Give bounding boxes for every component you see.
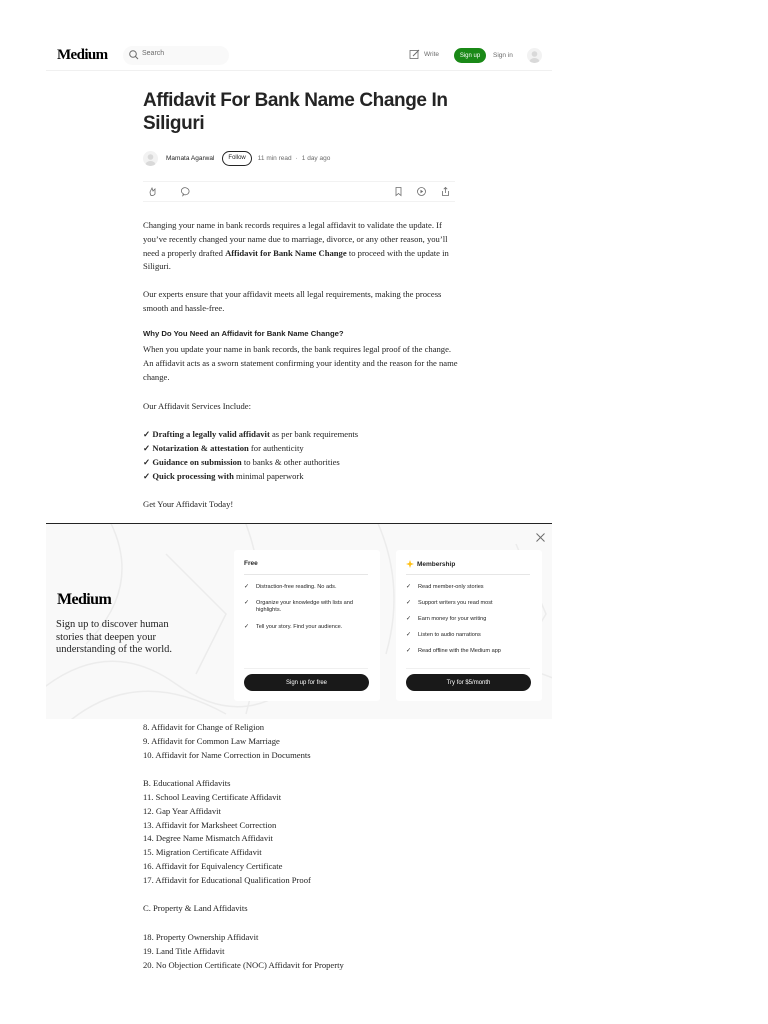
signup-overlay bbox=[46, 523, 552, 719]
user-avatar[interactable] bbox=[527, 48, 542, 63]
check-mark: ✓ bbox=[143, 471, 151, 481]
check-icon: ✓ bbox=[406, 584, 412, 590]
byline bbox=[143, 149, 330, 167]
overlay-tagline: Sign up to discover human stories that deepen your understanding of the world. bbox=[56, 619, 173, 655]
service-item bbox=[143, 428, 358, 442]
intro-bold-text: Affidavit for Bank Name Change bbox=[225, 247, 347, 258]
section-label: C. Property & Land Affidavits bbox=[143, 903, 248, 913]
check-mark: ✓ bbox=[143, 429, 151, 439]
author-avatar[interactable] bbox=[143, 151, 158, 166]
services-heading: Our Affidavit Services Include: bbox=[143, 401, 251, 411]
feature-item bbox=[244, 584, 366, 591]
feature-item bbox=[244, 624, 366, 631]
list-item: 10. Affidavit for Name Correction in Documents bbox=[143, 750, 311, 760]
service-rest: for authenticity bbox=[248, 443, 304, 453]
feature-text: Support writers you read most bbox=[418, 600, 493, 606]
list-item: 20. No Objection Certificate (NOC) Affidavit for Property bbox=[143, 960, 344, 970]
feature-text: Listen to audio narrations bbox=[418, 632, 481, 638]
list-item: 11. School Leaving Certificate Affidavit bbox=[143, 792, 282, 802]
intro-paragraph bbox=[143, 219, 461, 274]
list-item: 14. Degree Name Mismatch Affidavit bbox=[143, 833, 273, 843]
cta-text: Get Your Affidavit Today! bbox=[143, 499, 234, 509]
check-icon: ✓ bbox=[244, 624, 250, 630]
divider bbox=[406, 574, 530, 575]
service-item bbox=[143, 456, 340, 470]
person-icon bbox=[527, 48, 542, 63]
overlay-medium-logo: Medium bbox=[57, 591, 112, 608]
check-icon: ✓ bbox=[406, 600, 412, 606]
service-bold: Notarization & attestation bbox=[152, 443, 249, 453]
try-membership-button[interactable]: Try for $5/month bbox=[406, 674, 531, 691]
section-heading: Why Do You Need an Affidavit for Bank Name Change? bbox=[143, 329, 344, 338]
listen-icon[interactable] bbox=[416, 186, 427, 197]
feature-text: Read member-only stories bbox=[418, 584, 484, 590]
follow-button[interactable]: Follow bbox=[222, 151, 251, 166]
feature-text: Tell your story. Find your audience. bbox=[256, 624, 343, 630]
experts-paragraph: Our experts ensure that your affidavit meets all legal requirements, making the process smooth and hassle-free. bbox=[143, 289, 442, 313]
feature-text: Read offline with the Medium app bbox=[418, 648, 501, 654]
top-navbar bbox=[46, 40, 552, 71]
divider bbox=[244, 668, 368, 669]
check-icon: ✓ bbox=[406, 632, 412, 638]
list-item: 9. Affidavit for Common Law Marriage bbox=[143, 736, 280, 746]
intro-text: Changing your name in bank records requires a legal affidavit to validate the update. If you’ve recently changed your name due to marriage, divorce, or any other reason, you’ll need a properly drafted bbox=[143, 220, 448, 258]
list-item: 12. Gap Year Affidavit bbox=[143, 806, 221, 816]
check-icon: ✓ bbox=[244, 584, 250, 590]
feature-item bbox=[406, 632, 528, 639]
author-name[interactable]: Mamata Agarwal bbox=[166, 154, 215, 162]
section-label: B. Educational Affidavits bbox=[143, 778, 231, 788]
divider bbox=[244, 574, 368, 575]
share-icon[interactable] bbox=[440, 186, 451, 197]
intro-text-end: to proceed with the update in Siliguri. bbox=[143, 247, 449, 272]
service-rest: minimal paperwork bbox=[233, 471, 304, 481]
feature-text: Distraction-free reading. No ads. bbox=[256, 584, 337, 590]
medium-logo[interactable]: Medium bbox=[57, 47, 108, 63]
person-icon bbox=[143, 151, 158, 166]
list-item: 15. Migration Certificate Affidavit bbox=[143, 847, 262, 857]
feature-text: Organize your knowledge with lists and highlights. bbox=[256, 600, 354, 614]
list-item: 17. Affidavit for Educational Qualification Proof bbox=[143, 875, 311, 885]
free-plan-card bbox=[234, 550, 380, 701]
check-icon: ✓ bbox=[406, 616, 412, 622]
search-input[interactable]: Search bbox=[142, 50, 165, 57]
free-plan-title: Free bbox=[244, 560, 258, 567]
search-icon bbox=[128, 49, 140, 61]
service-item bbox=[143, 470, 304, 484]
meta-separator: · bbox=[295, 154, 298, 162]
star-icon bbox=[406, 560, 414, 568]
feature-item bbox=[406, 584, 528, 591]
service-bold: Drafting a legally valid affidavit bbox=[152, 429, 270, 439]
read-time: 11 min read bbox=[257, 154, 292, 162]
write-label: Write bbox=[424, 51, 440, 58]
clap-icon[interactable] bbox=[147, 186, 158, 197]
membership-plan-title: Membership bbox=[417, 560, 456, 568]
check-icon: ✓ bbox=[406, 648, 412, 654]
publish-date: 1 day ago bbox=[301, 154, 331, 162]
article-title: Affidavit For Bank Name Change In Siliguri bbox=[143, 90, 448, 134]
feature-item bbox=[406, 648, 528, 655]
list-item: 16. Affidavit for Equivalency Certificate bbox=[143, 861, 283, 871]
close-icon[interactable] bbox=[535, 532, 546, 543]
service-rest: to banks & other authorities bbox=[241, 457, 340, 467]
write-button[interactable] bbox=[409, 49, 439, 60]
check-mark: ✓ bbox=[143, 457, 151, 467]
feature-item bbox=[244, 600, 366, 615]
signin-link[interactable]: Sign in bbox=[493, 52, 513, 59]
pencil-icon bbox=[409, 49, 420, 60]
list-item: 13. Affidavit for Marksheet Correction bbox=[143, 820, 277, 830]
check-icon: ✓ bbox=[244, 600, 250, 606]
search-bar[interactable] bbox=[123, 46, 229, 65]
reason-paragraph: When you update your name in bank records, the bank requires legal proof of the change. An affidavit acts as a sworn statement confirming your identity and the reason for the name change. bbox=[143, 344, 458, 382]
signup-free-button[interactable]: Sign up for free bbox=[244, 674, 369, 691]
service-rest: as per bank requirements bbox=[269, 429, 359, 439]
divider bbox=[406, 668, 530, 669]
list-item: 18. Property Ownership Affidavit bbox=[143, 932, 259, 942]
bookmark-icon[interactable] bbox=[393, 186, 404, 197]
article-action-bar bbox=[143, 181, 455, 202]
signup-button[interactable]: Sign up bbox=[454, 48, 486, 63]
feature-item bbox=[406, 616, 528, 623]
membership-plan-header bbox=[406, 560, 455, 568]
service-bold: Guidance on submission bbox=[152, 457, 242, 467]
comment-icon[interactable] bbox=[181, 186, 192, 197]
service-item bbox=[143, 442, 304, 456]
check-mark: ✓ bbox=[143, 443, 151, 453]
list-item: 8. Affidavit for Change of Religion bbox=[143, 722, 265, 732]
list-item: 19. Land Title Affidavit bbox=[143, 946, 225, 956]
service-bold: Quick processing with bbox=[152, 471, 234, 481]
membership-plan-card bbox=[396, 550, 542, 701]
feature-item bbox=[406, 600, 528, 607]
feature-text: Earn money for your writing bbox=[418, 616, 487, 622]
